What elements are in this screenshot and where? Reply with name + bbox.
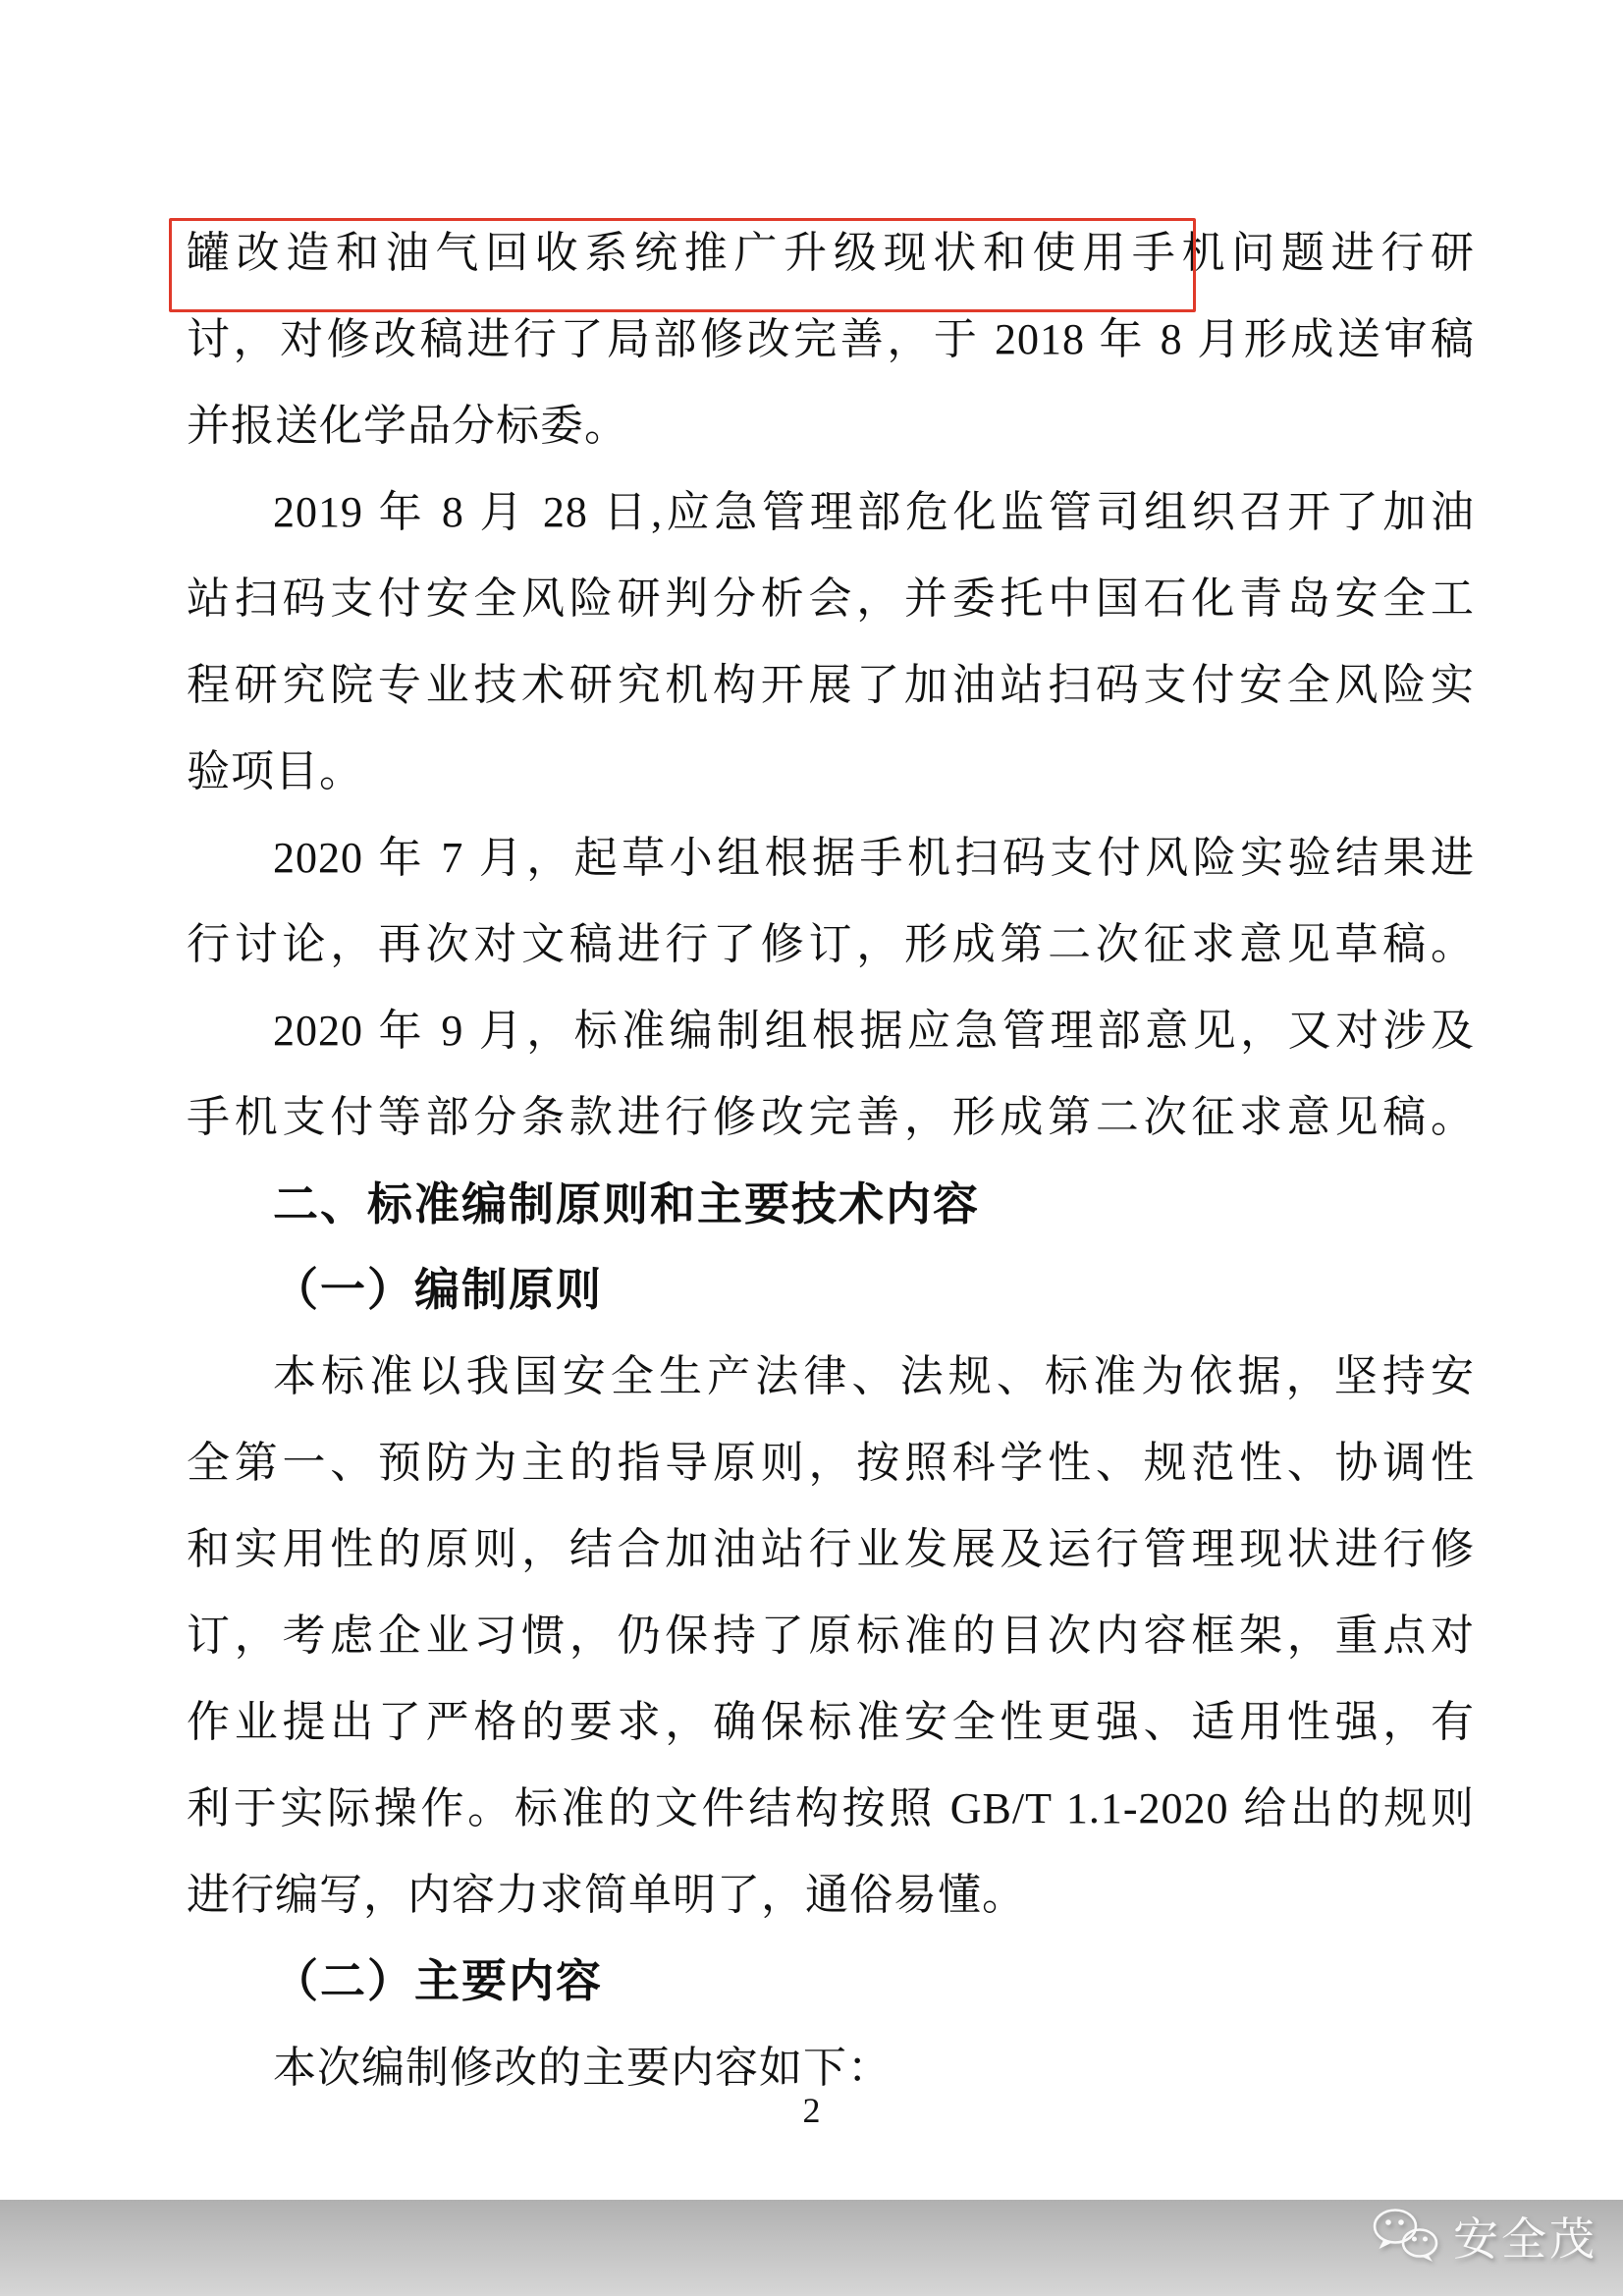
section-heading: 二、标准编制原则和主要技术内容 xyxy=(273,1178,980,1230)
text-line: 2020 年 9 月，标准编制组根据应急管理部意见，又对涉及 xyxy=(273,1007,1475,1055)
text-line: 全第一、预防为主的指导原则，按照科学性、规范性、协调性 xyxy=(187,1439,1475,1487)
text-line: 行讨论，再次对文稿进行了修订，形成第二次征求意见草稿。 xyxy=(187,920,1475,968)
text-line: 罐改造和油气回收系统推广升级现状和使用手机问题进行研 xyxy=(187,229,1475,277)
watermark xyxy=(1371,2204,1597,2269)
wechat-icon xyxy=(1371,2208,1441,2265)
text-line: 2019 年 8 月 28 日,应急管理部危化监管司组织召开了加油 xyxy=(273,488,1475,536)
text-line: 验项目。 xyxy=(187,747,363,795)
text-line: 2020 年 7 月，起草小组根据手机扫码支付风险实验结果进 xyxy=(273,834,1475,882)
text-line: 本标准以我国安全生产法律、法规、标准为依据，坚持安 xyxy=(273,1352,1475,1400)
text-line: 进行编写，内容力求简单明了，通俗易懂。 xyxy=(187,1871,1026,1919)
subsection-heading: （一）编制原则 xyxy=(273,1265,603,1315)
text-line: 本次编制修改的主要内容如下： xyxy=(273,2044,892,2092)
text-line: 利于实际操作。标准的文件结构按照 GB/T 1.1-2020 给出的规则 xyxy=(187,1784,1475,1832)
text-line: 讨，对修改稿进行了局部修改完善，于 2018 年 8 月形成送审稿 xyxy=(187,315,1475,363)
text-line: 手机支付等部分条款进行修改完善，形成第二次征求意见稿。 xyxy=(187,1093,1475,1141)
subsection-heading: （二）主要内容 xyxy=(273,1956,603,2006)
document-body xyxy=(187,210,1475,2111)
text-line: 程研究院专业技术研究机构开展了加油站扫码支付安全风险实 xyxy=(187,661,1475,709)
text-line: 站扫码支付安全风险研判分析会，并委托中国石化青岛安全工 xyxy=(187,574,1475,623)
text-line: 和实用性的原则，结合加油站行业发展及运行管理现状进行修 xyxy=(187,1525,1475,1573)
footer-watermark-band xyxy=(0,2200,1623,2296)
watermark-brand-text: 安全茂 xyxy=(1453,2214,1597,2265)
page-number: 2 xyxy=(802,2091,821,2130)
text-line: 作业提出了严格的要求，确保标准安全性更强、适用性强，有 xyxy=(187,1698,1475,1746)
text-line: 并报送化学品分标委。 xyxy=(187,402,628,450)
text-line: 订，考虑企业习惯，仍保持了原标准的目次内容框架，重点对 xyxy=(187,1612,1475,1660)
